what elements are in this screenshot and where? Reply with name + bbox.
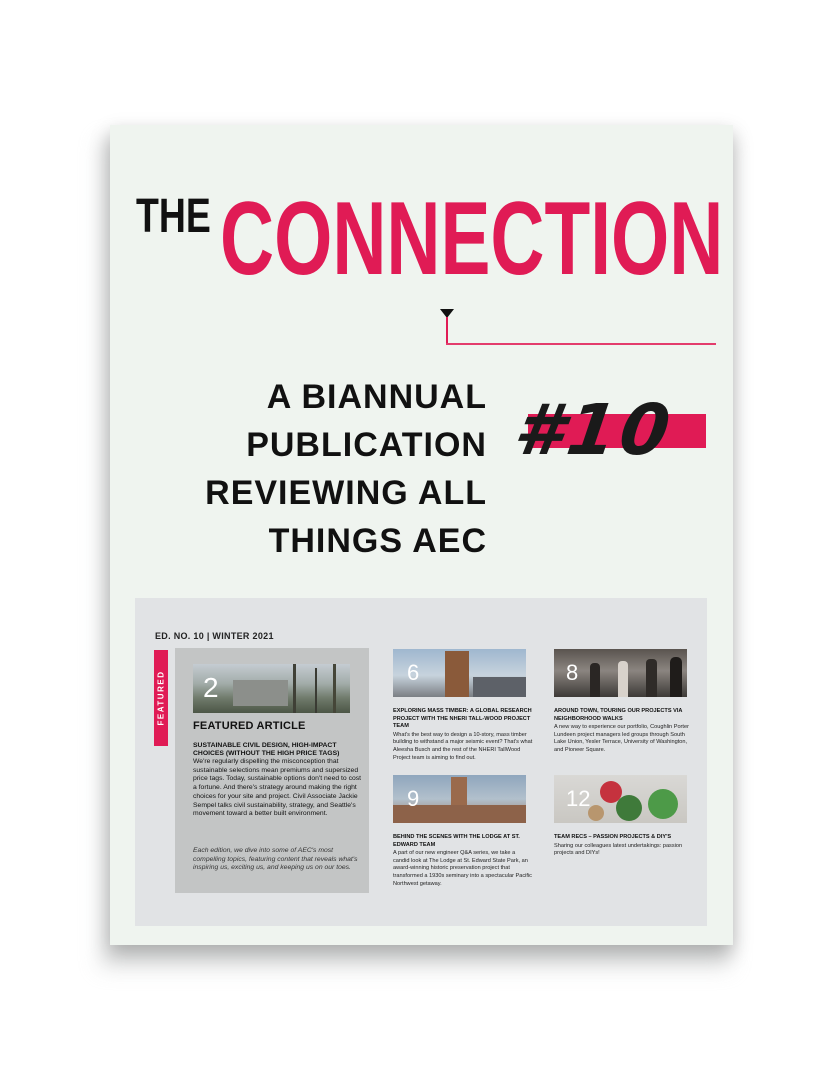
person-shape: [590, 663, 600, 697]
tower-shape: [445, 651, 469, 697]
tagline: [205, 373, 487, 565]
tagline-line: A BIANNUAL: [266, 378, 487, 416]
article-body: A new way to experience our portfolio, Coughlin Porter Lundeen project managers led groups through South Lake Union, Yesler Terrace, University of Washington, and Pioneer Square.: [554, 724, 689, 753]
page-number: 9: [407, 786, 420, 811]
masthead-the: THE: [136, 190, 211, 243]
article-body: Sharing our colleagues latest undertakings: passion projects and DIYs!: [554, 842, 683, 857]
article-title: TEAM RECS – PASSION PROJECTS & DIY'S: [554, 834, 672, 840]
article-image: [554, 775, 687, 823]
article-card[interactable]: [554, 649, 694, 755]
article-body: A part of our new engineer Q&A series, we take a candid look at The Lodge at St. Edward State Park, an award-winning historic preservation project that transformed a 1930s seminary into a spectacular Pacific Northwest getaway.: [393, 850, 532, 887]
featured-body: We're regularly dispelling the misconception that sustainable selections mean premiums and supersized price tags. Today, sustainable options don't need to cost a fortune. And there's strategy around making the right choices for your site and project. Civil Associate Jackie Sempel talks civil sustainability, strategy, and Seattle's movement toward a better built environment.: [193, 758, 362, 818]
featured-note: Each edition, we dive into some of AEC's most compelling topics, featuring content that reveals what's inspiring us, exciting us, and keeping us on our toes.: [193, 847, 358, 871]
magazine-cover: [110, 125, 733, 945]
featured-tag-label: FEATURED: [156, 670, 166, 726]
featured-article-card[interactable]: [175, 648, 369, 893]
featured-article-image: [193, 664, 350, 713]
article-image: [554, 649, 687, 697]
table-of-contents: [135, 598, 707, 926]
accent-line-horizontal: [446, 343, 716, 345]
article-title: AROUND TOWN, TOURING OUR PROJECTS VIA NEIGHBORHOOD WALKS: [554, 708, 683, 722]
craft-shape: [616, 795, 642, 821]
craft-shape: [648, 789, 678, 819]
article-title: BEHIND THE SCENES WITH THE LODGE AT ST. EDWARD TEAM: [393, 834, 520, 848]
building-shape: [233, 680, 288, 706]
issue-number: #10: [509, 389, 679, 471]
page-number: 6: [407, 660, 420, 685]
tree-shape: [315, 668, 317, 713]
person-shape: [646, 659, 657, 697]
article-image: [393, 649, 526, 697]
article-title: EXPLORING MASS TIMBER: A GLOBAL RESEARCH PROJECT WITH THE NHERI TALL-WOOD PROJECT TEAM: [393, 708, 532, 730]
tagline-line: THINGS AEC: [268, 522, 487, 560]
featured-heading: FEATURED ARTICLE: [193, 720, 306, 732]
page-number: 12: [566, 786, 591, 811]
ground-shape: [473, 677, 526, 697]
article-card[interactable]: [393, 649, 533, 762]
tagline-line: PUBLICATION: [246, 426, 487, 464]
accent-line-vertical: [446, 317, 448, 343]
tree-shape: [293, 664, 296, 713]
featured-subtitle: SUSTAINABLE CIVIL DESIGN, HIGH-IMPACT CHOICES (WITHOUT THE HIGH PRICE TAGS): [193, 742, 340, 758]
person-shape: [670, 657, 682, 697]
article-body: What's the best way to design a 10-story, mass timber building to withstand a major seismic event? That's what Aleesha Busch and the rest of the NHERI TallWood Project team is aiming to find out.: [393, 731, 533, 761]
tree-shape: [333, 664, 336, 713]
edition-label: ED. NO. 10 | WINTER 2021: [155, 631, 274, 641]
featured-tag: [154, 650, 168, 746]
article-image: [393, 775, 526, 823]
page-number: 8: [566, 660, 579, 685]
article-card[interactable]: [393, 775, 533, 888]
page-number: 2: [203, 672, 219, 703]
article-card[interactable]: [554, 775, 694, 858]
masthead-title: CONNECTION: [220, 181, 724, 297]
person-shape: [618, 661, 628, 697]
tagline-line: REVIEWING ALL: [205, 474, 487, 512]
